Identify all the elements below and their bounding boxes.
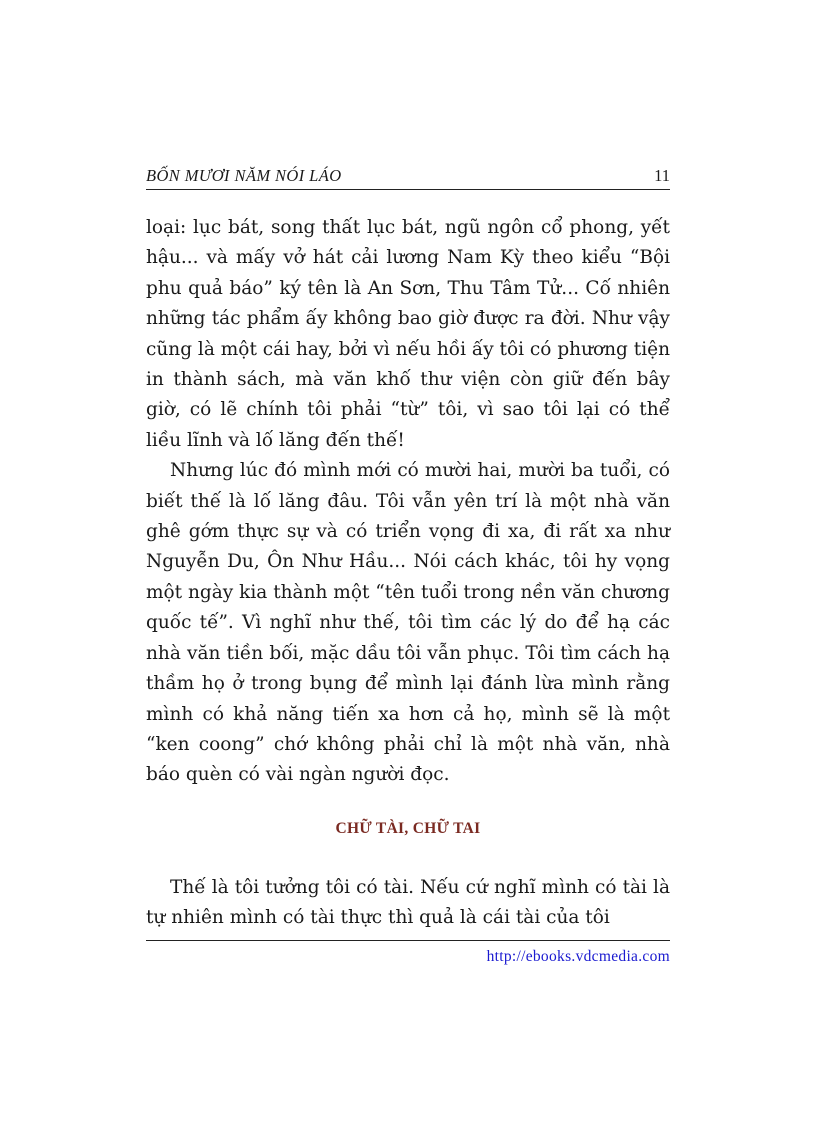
footer-link[interactable]: http://ebooks.vdcmedia.com [486, 948, 670, 965]
page-header [146, 163, 670, 190]
paragraph-continuation: loại: lục bát, song thất lục bát, ngũ ngôn cổ phong, yết hậu... và mấy vở hát cải lương Nam Kỳ theo kiểu “Bội phu quả báo” ký tên là An Sơn, Thu Tâm Tử... Cố nhiên những tác phẩm ấy không bao giờ được ra đời. Như vậy cũng là một cái hay, bởi vì nếu hồi ấy tôi có phương tiện in thành sách, mà văn khố thư viện còn giữ đến bây giờ, có lẽ chính tôi phải “từ” tôi, vì sao tôi lại có thể liều lĩnh và lố lăng đến thế! [146, 217, 670, 451]
page-number: 11 [654, 166, 670, 185]
body-text [146, 213, 670, 791]
paragraph: Nhưng lúc đó mình mới có mười hai, mười ba tuổi, có biết thế là lố lăng đâu. Tôi vẫn yên trí là một nhà văn ghê gớm thực sự và có triển vọng đi xa, đi rất xa như Nguyễn Du, Ôn Như Hầu... Nói cách khác, tôi hy vọng một ngày kia thành một “tên tuổi trong nền văn chương quốc tế”. Vì nghĩ như thế, tôi tìm các lý do để hạ các nhà văn tiền bối, mặc dầu tôi vẫn phục. Tôi tìm cách hạ thầm họ ở trong bụng để mình lại đánh lừa mình rằng mình có khả năng tiến xa hơn cả họ, mình sẽ là một “ken coong” chớ không phải chỉ là một nhà văn, nhà báo quèn có vài ngàn người đọc. [146, 460, 670, 786]
running-title: BỐN MƯƠI NĂM NÓI LÁO [146, 166, 342, 185]
footer-divider [146, 940, 670, 941]
paragraph: Thế là tôi tưởng tôi có tài. Nếu cứ nghĩ mình có tài là tự nhiên mình có tài thực thì quả là cái tài của tôi [146, 877, 670, 929]
section-body-text [146, 873, 670, 934]
section-heading: CHỮ TÀI, CHỮ TAI [335, 820, 481, 837]
